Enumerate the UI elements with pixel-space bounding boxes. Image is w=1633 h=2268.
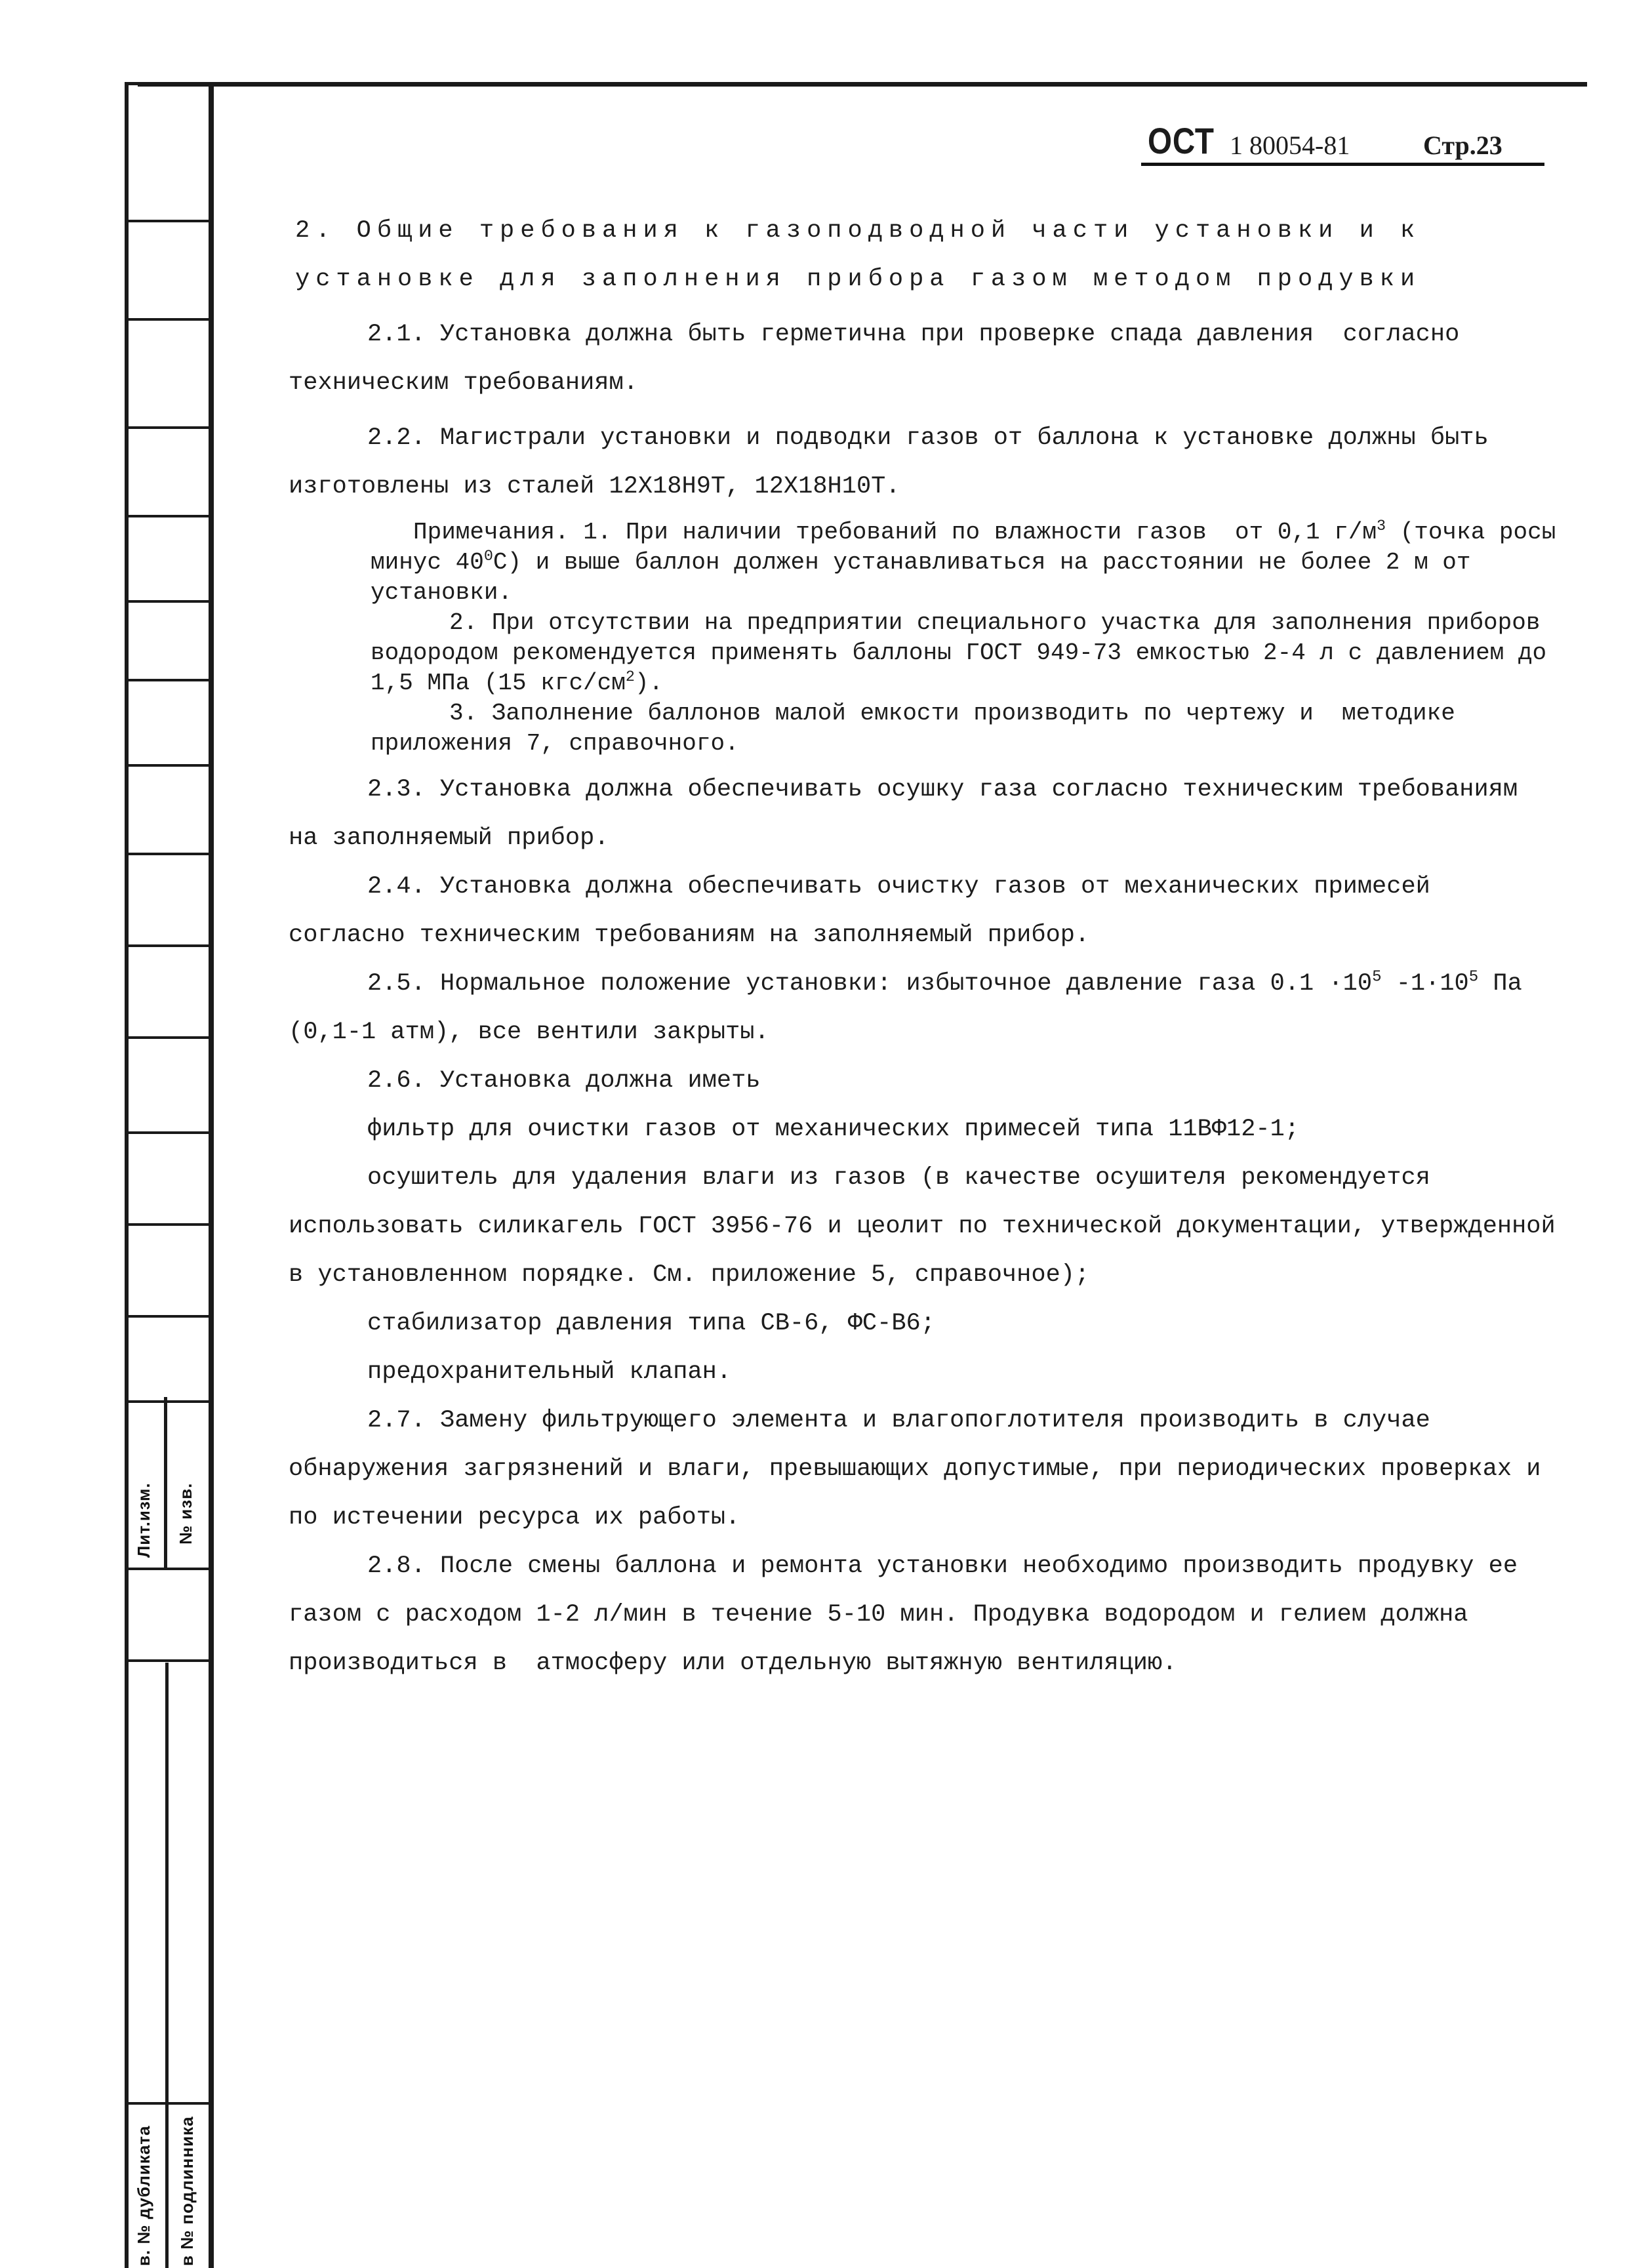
margin-label-podlinnik: в № подлинника: [177, 2116, 197, 2266]
frame-top-line: [138, 82, 1587, 87]
margin-label-lit-izm: Лит.изм.: [134, 1482, 153, 1558]
document-body: [289, 207, 1570, 1688]
note-2: 2. При отсутствии на предприятии специального участка для заполнения приборов водородом рекомендуется применять баллоны ГОСТ 949-73 емкостью 2-4 л с давлением до 1,5 МПа (15 кгс/$см^2$).: [371, 609, 1561, 697]
list-item-stabilizer: стабилизатор давления типа СВ-6, ФС-В6;: [367, 1310, 935, 1337]
page-header: [1141, 118, 1548, 164]
note-3: 3. Заполнение баллонов малой емкости производить по чертежу и методике приложения 7, справочного.: [371, 700, 1470, 757]
list-item-valve: предохранительный клапан.: [367, 1358, 732, 1386]
note-1: Примечания. 1. При наличии требований по влажности газов от 0,1 $г/м^3$ (точка росы минус $40^0С$) и выше баллон должен устанавливаться на расстоянии не более 2 м от установки.: [371, 518, 1570, 606]
list-item-filter: фильтр для очистки газов от механических примесей типа 11ВФ12-1;: [367, 1116, 1300, 1143]
margin-stamp-strip: [125, 82, 213, 2268]
paragraph-2-5: 2.5. Нормальное положение установки: избыточное давление газа $0.1 \cdot 10^5$ $-1\cdot 10^5$ Па (0,1-1 атм), все вентили закрыты.: [289, 968, 1537, 1046]
paragraph-2-7: 2.7. Замену фильтрующего элемента и влагопоглотителя производить в случае обнаружения загрязнений и влаги, превышающих допустимые, при периодических проверках и по истечении ресурса их работы.: [289, 1407, 1556, 1531]
margin-label-dublikat: в. № дубликата: [134, 2125, 153, 2266]
doc-number: 1 80054-81: [1230, 131, 1350, 160]
margin-label-izv: № изв.: [176, 1482, 195, 1545]
header-underline: [1141, 163, 1544, 166]
paragraph-2-8: 2.8. После смены баллона и ремонта установки необходимо производить продувку ее газом с расходом 1-2 л/мин в течение 5-10 мин. Продувка водородом и гелием должна производиться в атмосферу или отдельную вытяжную вентиляцию.: [289, 1552, 1533, 1677]
paragraph-2-3: 2.3. Установка должна обеспечивать осушку газа согласно техническим требованиям на заполняемый прибор.: [289, 776, 1533, 852]
page-number: Стр.23: [1423, 131, 1502, 160]
doc-prefix: ОСТ: [1148, 120, 1215, 161]
paragraph-2-4: 2.4. Установка должна обеспечивать очистку газов от механических примесей согласно техническим требованиям на заполняемый прибор.: [289, 873, 1445, 949]
paragraph-2-1: 2.1. Установка должна быть герметична при проверке спада давления согласно техническим требованиям.: [289, 321, 1474, 397]
paragraph-2-6: 2.6. Установка должна иметь: [367, 1067, 761, 1095]
paragraph-2-2: 2.2. Магистрали установки и подводки газов от баллона к установке должны быть изготовлены из сталей 12Х18Н9Т, 12Х18Н10Т.: [289, 424, 1503, 500]
list-item-dryer: осушитель для удаления влаги из газов (в качестве осушителя рекомендуется использовать силикагель ГОСТ 3956-76 и цеолит по технической документации, утвержденной в установленном порядке. См. приложение 5, справочное);: [289, 1164, 1570, 1289]
notes-block: [289, 517, 1570, 759]
section-title: 2. Общие требования к газоподводной части установки и к установке для заполнения прибора газом методом продувки: [295, 217, 1441, 293]
